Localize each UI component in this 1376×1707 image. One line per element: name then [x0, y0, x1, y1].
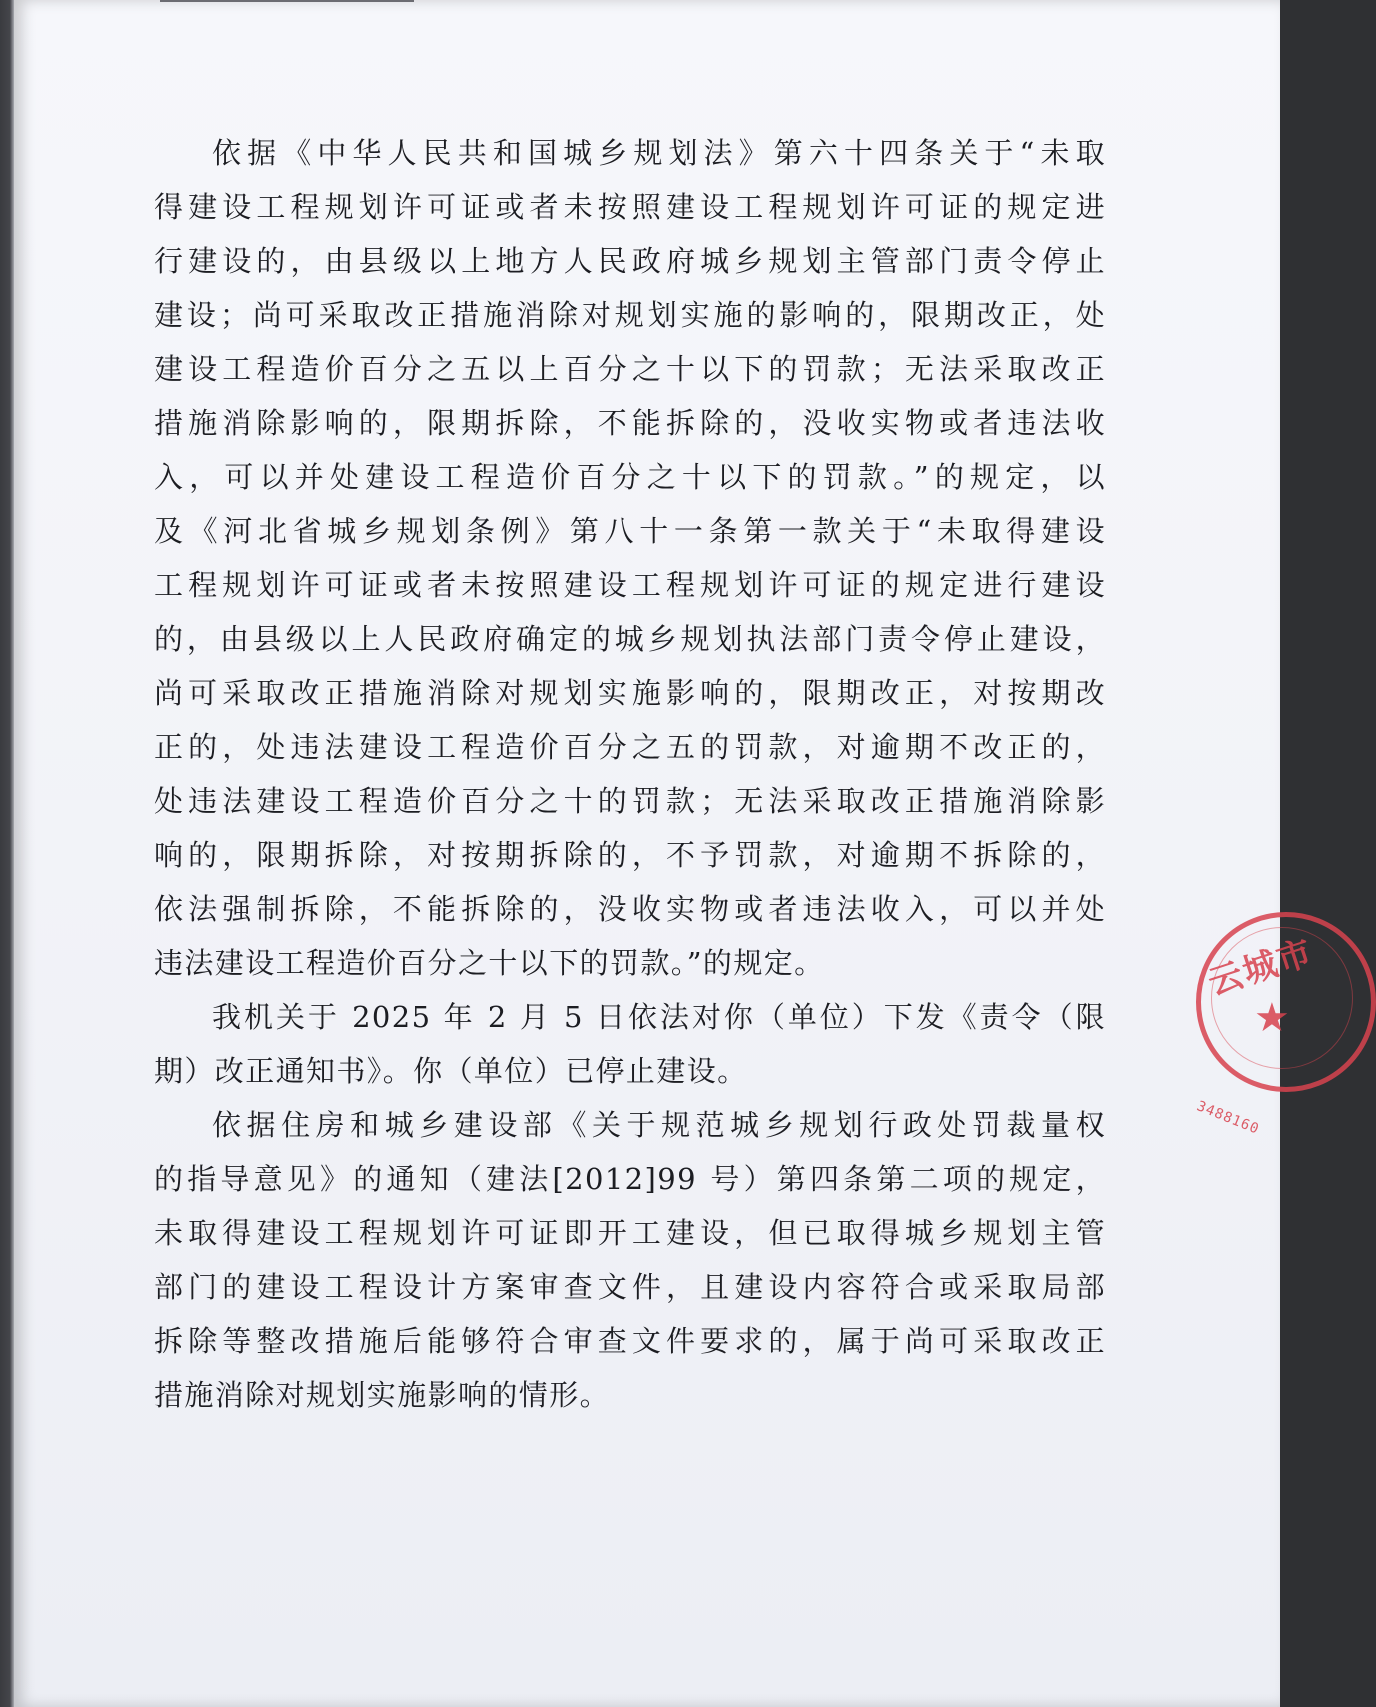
seal-text: 云城市 [1203, 932, 1319, 1004]
text-line: 建设工程造价百分之五以上百分之十以下的罚款；无法采取改正 [154, 352, 1106, 386]
text-line: 尚可采取改正措施消除对规划实施影响的，限期改正，对按期改 [154, 676, 1106, 710]
paragraph-legal-basis [154, 126, 1106, 990]
text-line: 未取得建设工程规划许可证即开工建设，但已取得城乡规划主管 [154, 1216, 1106, 1250]
seal-digits: 3488160 [1194, 1098, 1262, 1138]
top-rule-line [160, 0, 414, 2]
seal-star-icon: ★ [1254, 995, 1290, 1041]
text-line: 处违法建设工程造价百分之十的罚款；无法采取改正措施消除影 [154, 784, 1106, 818]
text-line: 期）改正通知书》。你（单位）已停止建设。 [154, 1054, 748, 1088]
text-line: 得建设工程规划许可证或者未按照建设工程规划许可证的规定进 [154, 190, 1106, 224]
text-line: 及《河北省城乡规划条例》第八十一条第一款关于“未取得建设 [154, 514, 1106, 548]
text-line: 措施消除影响的，限期拆除，不能拆除的，没收实物或者违法收 [154, 406, 1106, 440]
text-line: 响的，限期拆除，对按期拆除的，不予罚款，对逾期不拆除的， [154, 838, 1106, 872]
text-line: 行建设的，由县级以上地方人民政府城乡规划主管部门责令停止 [154, 244, 1106, 278]
text-line: 正的，处违法建设工程造价百分之五的罚款，对逾期不改正的， [154, 730, 1106, 764]
text-line: 部门的建设工程设计方案审查文件，且建设内容符合或采取局部 [154, 1270, 1106, 1304]
text-line: 的指导意见》的通知（建法[2012]99 号）第四条第二项的规定， [154, 1162, 1106, 1196]
text-line: 措施消除对规划实施影响的情形。 [154, 1378, 611, 1412]
text-line: 依法强制拆除，不能拆除的，没收实物或者违法收入，可以并处 [154, 892, 1106, 926]
paragraph-guidance [154, 1098, 1106, 1422]
text-line: 工程规划许可证或者未按照建设工程规划许可证的规定进行建设 [154, 568, 1106, 602]
text-line: 违法建设工程造价百分之十以下的罚款。”的规定。 [154, 946, 825, 980]
text-line: 我机关于 2025 年 2 月 5 日依法对你（单位）下发《责令（限 [212, 1000, 1106, 1034]
text-line: 入，可以并处建设工程造价百分之十以下的罚款。”的规定，以 [154, 460, 1106, 494]
text-line: 的，由县级以上人民政府确定的城乡规划执法部门责令停止建设， [154, 622, 1106, 656]
document-body [154, 126, 1106, 1422]
paragraph-notice-issued [154, 990, 1106, 1098]
text-line: 拆除等整改措施后能够符合审查文件要求的，属于尚可采取改正 [154, 1324, 1106, 1358]
text-line: 依据《中华人民共和国城乡规划法》第六十四条关于“未取 [212, 136, 1106, 170]
text-line: 建设；尚可采取改正措施消除对规划实施的影响的，限期改正，处 [154, 298, 1106, 332]
text-line: 依据住房和城乡建设部《关于规范城乡规划行政处罚裁量权 [212, 1108, 1106, 1142]
